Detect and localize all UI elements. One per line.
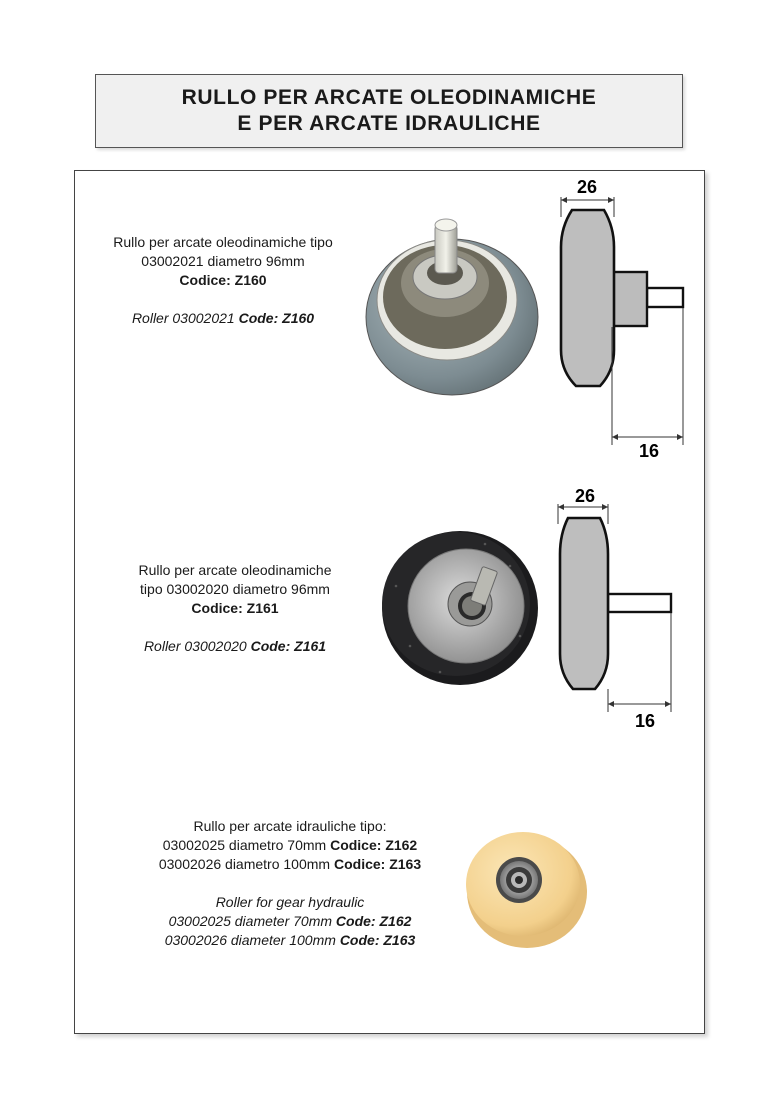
product-z160-english: Roller 03002021 Code: Z160 bbox=[131, 310, 315, 326]
roller-z161-photo bbox=[380, 526, 540, 686]
dim-width-z161: 26 bbox=[574, 486, 596, 506]
product-z161-desc-line2: tipo 03002020 diametro 96mm bbox=[140, 581, 330, 597]
roller-z160-photo bbox=[365, 205, 540, 400]
page-title-box bbox=[95, 74, 683, 148]
product-z161-text bbox=[110, 561, 360, 656]
product-z161-english: Roller 03002020 Code: Z161 bbox=[143, 638, 327, 654]
dim-shaft-z161: 16 bbox=[634, 711, 656, 731]
roller-z160-diagram bbox=[550, 175, 690, 460]
product-z163-desc-line3: 03002026 diametro 100mm Codice: Z163 bbox=[158, 856, 422, 872]
product-z162-english-line2: 03002025 diameter 70mm Code: Z162 bbox=[168, 913, 412, 929]
roller-z162-photo bbox=[465, 826, 589, 950]
product-z160-text bbox=[88, 233, 358, 328]
product-z162-desc-line2: 03002025 diametro 70mm Codice: Z162 bbox=[162, 837, 418, 853]
product-z161-code-line: Codice: Z161 bbox=[191, 600, 279, 616]
product-z161-desc-line1: Rullo per arcate oleodinamiche bbox=[138, 562, 332, 578]
dim-width-z160: 26 bbox=[576, 177, 598, 197]
dim-shaft-z160: 16 bbox=[638, 441, 660, 461]
product-z162-z163-text bbox=[120, 817, 460, 950]
product-z162-desc-line1: Rullo per arcate idrauliche tipo: bbox=[193, 818, 387, 834]
product-z163-english-line3: 03002026 diameter 100mm Code: Z163 bbox=[164, 932, 416, 948]
product-z162-english-line1: Roller for gear hydraulic bbox=[215, 894, 365, 910]
page-title-line1: RULLO PER ARCATE OLEODINAMICHE bbox=[181, 86, 597, 109]
page-title-line2: E PER ARCATE IDRAULICHE bbox=[237, 112, 541, 135]
product-z160-code-line: Codice: Z160 bbox=[179, 272, 267, 288]
product-z160-desc-line2: 03002021 diametro 96mm bbox=[141, 253, 305, 269]
product-z160-desc-line1: Rullo per arcate oleodinamiche tipo bbox=[113, 234, 333, 250]
roller-z161-diagram bbox=[550, 484, 690, 734]
